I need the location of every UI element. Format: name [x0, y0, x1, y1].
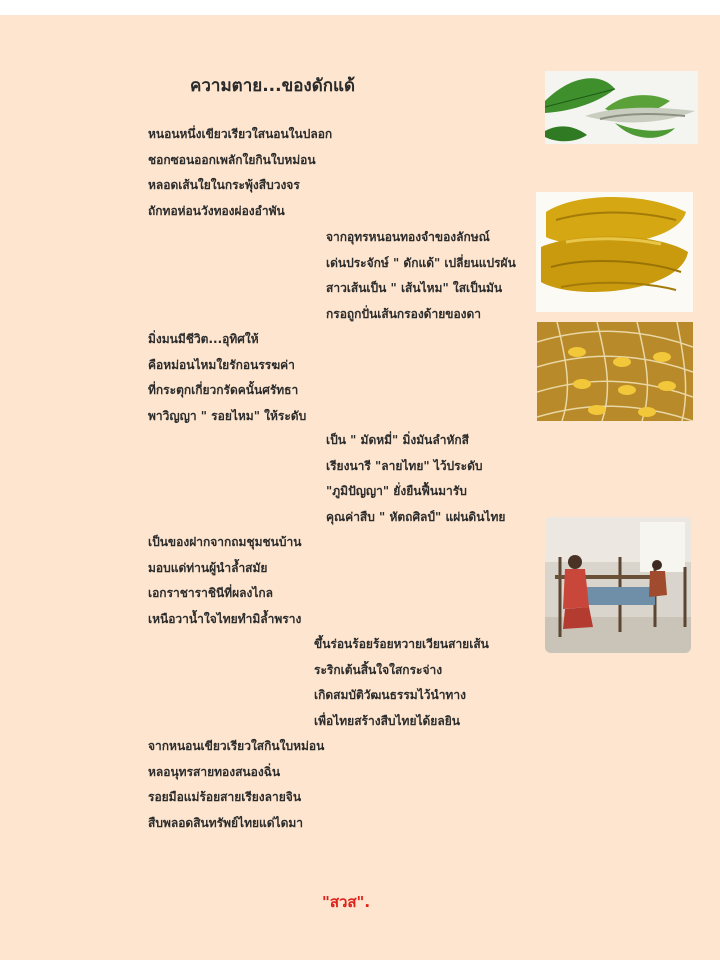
stanza-6 [314, 632, 489, 734]
poem-line: เป็นของฝากจากถมชุมชนบ้าน [148, 535, 302, 549]
weaving-loom-photo [545, 517, 691, 653]
poem-line: หลอดเส้นใยในกระพุ้งสืบวงจร [148, 178, 300, 192]
author-signature: "สวส". [322, 893, 371, 911]
stanza-5 [148, 530, 301, 632]
poem-line: เด่นประจักษ์ " ดักแด้" เปลี่ยนแปรผัน [326, 255, 516, 270]
poem-line: ชอกซอนออกเพลักใยกินใบหม่อน [148, 152, 316, 167]
poem-line: คือหม่อนไหมใยรักอนรรฆค่า [148, 357, 295, 372]
poem-line: จากหนอนเขียวเรียวใสกินใบหม่อน [148, 739, 325, 753]
poem-line: หนอนหนึ่งเขียวเรียวใสนอนในปลอก [148, 127, 333, 141]
poem-title: ความตาย...ของดักแด้ [190, 76, 356, 96]
poem-line: เพื่อไทยสร้างสืบไทยได้ยลยิน [314, 713, 460, 728]
poem-line: จากอุทรหนอนทองจำของลักษณ์ [326, 230, 490, 244]
stanza-7 [148, 734, 324, 836]
poem-line: กรอถูกปั่นเส้นกรองด้ายของดา [326, 306, 482, 321]
poem-line: "ภูมิปัญญา" ยั่งยืนฟื้นมารับ [326, 484, 467, 498]
stanza-1 [148, 122, 332, 224]
poem-line: ขึ้นร่อนร้อยร้อยหวายเวียนสายเส้น [314, 637, 489, 651]
poem-line: สืบพลอดสินทรัพย์ไทยแด่ไดมา [148, 815, 304, 830]
poem-line: ที่กระตุกเกี่ยวกรัดคนั้นศรัทธา [148, 383, 299, 397]
poem-line: รอยมือแม่ร้อยสายเรียงลายจิน [148, 790, 302, 804]
poem-line: มิ่งมนมีชีวิต...อุทิศให้ [148, 332, 259, 346]
poem-line: เกิดสมบัติวัฒนธรรมไว้นำทาง [314, 688, 466, 702]
poem-line: เรียงนารี "ลายไทย" ไว้ประดับ [326, 458, 483, 473]
stanza-3 [148, 327, 306, 429]
silk-cocoons-on-rack-photo [537, 322, 693, 421]
poem-line: เหนือวาน้ำใจไทยทำมิล้ำพราง [148, 611, 302, 626]
poem-line: ถักทอห่อนวังทองผ่องอำพัน [148, 203, 285, 218]
poem-line: ระริกเต้นสิ้นใจใสกระจ่าง [314, 662, 443, 677]
stanza-2 [326, 225, 516, 327]
poem-line: เป็น " มัดหมี่" มิ่งมันลำหักสี [326, 433, 469, 447]
poem-line: พาวิญญา " รอยไหม" ให้ระดับ [148, 408, 307, 423]
poem-line: เอกราชาราชินีที่ผลงไกล [148, 586, 273, 600]
poem-line: มอบแด่ท่านผู้นำล้ำสมัย [148, 560, 268, 575]
poem-line: สาวเส้นเป็น " เส้นไหม" ใสเป็นมัน [326, 281, 503, 295]
poem-line: คุณค่าสืบ " หัตถศิลป์" แผ่นดินไทย [326, 509, 506, 524]
poem-line: หลอนุทรสายทองสนองฉิ่น [148, 764, 281, 779]
stanza-4 [326, 428, 505, 530]
golden-silk-skein-photo [536, 192, 693, 312]
silkworm-on-leaf-photo [545, 71, 698, 144]
